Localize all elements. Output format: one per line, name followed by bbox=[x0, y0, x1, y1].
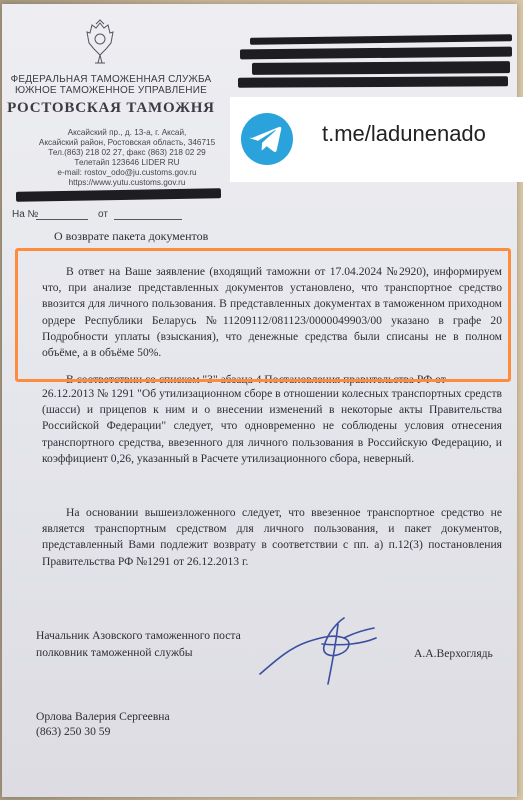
paragraph-2-partial-text: В соответствии со списком "3" абзаца 4 Постановления правительства РФ от bbox=[66, 373, 446, 386]
reg-no-blank bbox=[36, 219, 88, 220]
telegram-watermark-card bbox=[230, 97, 523, 182]
reg-from-label: от bbox=[98, 209, 108, 220]
address-line: Телетайп 123646 LIDER RU bbox=[74, 158, 180, 167]
letter-subject: О возврате пакета документов bbox=[54, 229, 209, 243]
handwritten-signature bbox=[252, 604, 392, 689]
signatory-name: А.А.Верхоглядь bbox=[414, 647, 493, 660]
agency-name-line2: ЮЖНОЕ ТАМОЖЕННОЕ УПРАВЛЕНИЕ bbox=[15, 85, 207, 96]
reg-no-label: На № bbox=[12, 209, 39, 220]
signatory-position-line1: Начальник Азовского таможенного поста bbox=[36, 629, 241, 642]
address-line: Аксайский район, Ростовская область, 346715 bbox=[38, 138, 216, 147]
coat-of-arms-icon bbox=[84, 19, 116, 69]
executor-name: Орлова Валерия Сергеевна bbox=[36, 710, 170, 723]
redacted-recipient bbox=[250, 34, 512, 45]
customs-office-name: РОСТОВСКАЯ ТАМОЖНЯ bbox=[7, 100, 215, 116]
paragraph-2: 26.12.2013 № 1291 "Об утилизационном сборе в отношении колесных транспортных средств (шасси) и прицепов к ним и о внесении изменений в некоторые акты Правительства Российской Федерации" следует, что одновременно не соблюдены условия отнесения транспортного средства, ввезенного для личного пользования в Российскую Федерацию, и коэффициент 0,26, указанный в Расчете утилизационного сбора, неверный. bbox=[42, 387, 502, 465]
redacted-recipient bbox=[252, 61, 510, 75]
telegram-channel-link[interactable]: t.me/ladunenado bbox=[322, 121, 486, 146]
executor-phone: (863) 250 30 59 bbox=[36, 725, 111, 738]
redacted-recipient bbox=[238, 76, 508, 87]
telegram-icon bbox=[241, 113, 293, 165]
address-line: Тел.(863) 218 02 27, факс (863) 218 02 29 bbox=[48, 148, 206, 157]
paragraph-1-text: В ответ на Ваше заявление (входящий таможни от 17.04.2024 №2920), информируем что, при анализе представленных документов установлено, что транспортное средство ввозится для личного пользования. В представленных документах в таможенном приходном ордере Республики Беларусь №11209112/081123/0000049903/00 указано в графе 20 Подробности уплаты (взыскания), что денежные средства были списаны не в полном объёме, а в объёме 50%. bbox=[42, 265, 502, 360]
address-line: Аксайский пр., д. 13-а, г. Аксай, bbox=[67, 128, 187, 137]
paragraph-3-text: На основании вышеизложенного следует, что ввезенное транспортное средство не является транспортным средством для личного пользования, и пакет документов, представленный Вами подлежит возврату в соответствии с пп. а) п.12(3) постановления Правительства РФ №1291 от 26.12.2013 г. bbox=[42, 506, 502, 568]
address-line: e-mail: rostov_odo@ju.customs.gov.ru bbox=[57, 168, 197, 177]
paragraph-3 bbox=[42, 505, 502, 570]
highlight-frame bbox=[15, 248, 511, 382]
reg-from-blank bbox=[114, 219, 182, 220]
redacted-recipient bbox=[240, 47, 512, 60]
agency-name-line1: ФЕДЕРАЛЬНАЯ ТАМОЖЕННАЯ СЛУЖБА bbox=[10, 74, 212, 85]
redacted-outgoing-number bbox=[16, 188, 221, 202]
address-line: https://www.yutu.customs.gov.ru bbox=[68, 178, 186, 187]
signatory-position-line2: полковник таможенной службы bbox=[36, 646, 193, 659]
